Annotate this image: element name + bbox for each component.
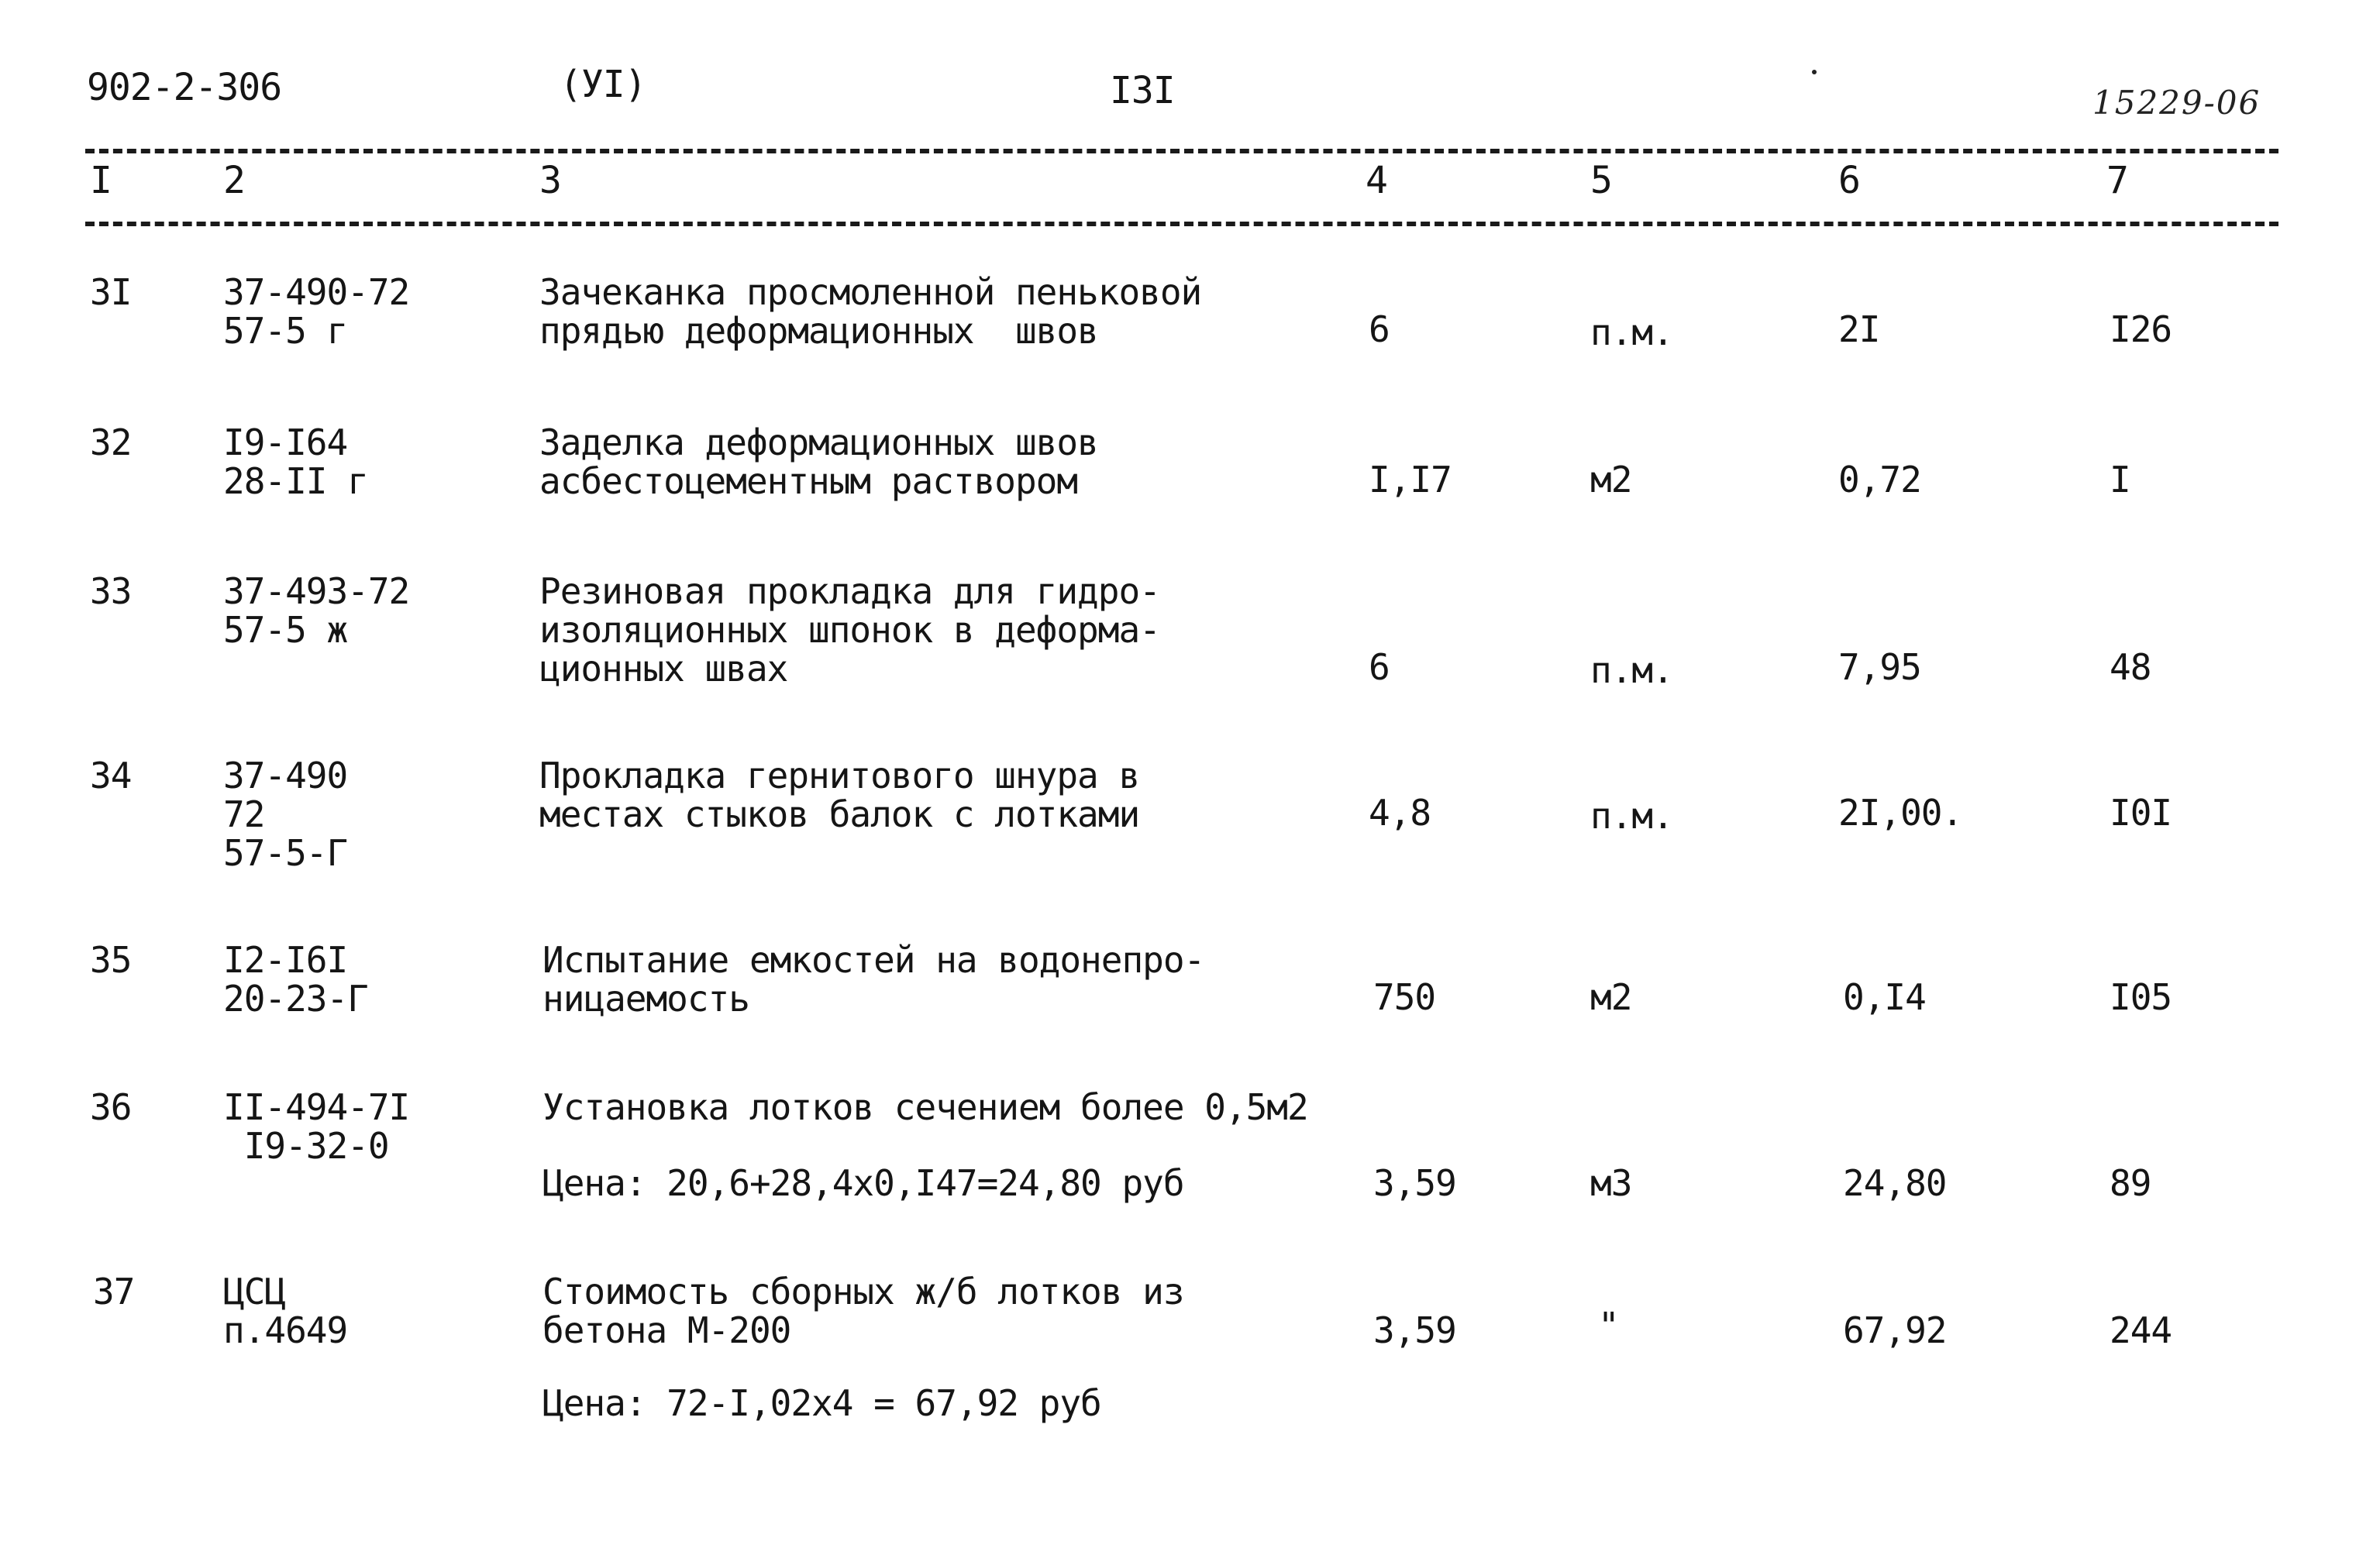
- header-rule-top: [85, 149, 2278, 153]
- code-line: I2-I6I: [223, 939, 348, 981]
- column-header-4: 4: [1366, 159, 1387, 202]
- row-description: [539, 756, 1139, 834]
- code-line: 57-5 ж: [223, 609, 348, 651]
- row-price: 2I,00.: [1838, 792, 1963, 834]
- row-code: [223, 572, 409, 649]
- row-number: 3I: [90, 271, 132, 313]
- row-unit: м3: [1590, 1162, 1632, 1204]
- row-total: I: [2110, 459, 2130, 501]
- column-header-3: 3: [539, 159, 561, 202]
- stray-dot: [1812, 70, 1817, 74]
- row-code: [223, 273, 409, 350]
- row-description: [542, 1272, 1184, 1350]
- row-number: 32: [90, 421, 132, 463]
- row-number: 37: [93, 1271, 135, 1312]
- code-line: 57-5 г: [223, 310, 348, 352]
- description-line: изоляционных шпонок в деформа-: [539, 609, 1160, 651]
- column-header-6: 6: [1838, 159, 1860, 202]
- code-line: 72: [223, 793, 265, 835]
- row-price: 2I: [1838, 308, 1880, 350]
- description-line: Испытание емкостей на водонепро-: [542, 939, 1205, 981]
- row-unit: п.м.: [1590, 649, 1673, 691]
- row-price: 67,92: [1843, 1309, 1947, 1351]
- code-line: п.4649: [223, 1309, 348, 1351]
- row-description: [542, 941, 1204, 1018]
- row-quantity: 3,59: [1373, 1309, 1456, 1351]
- row-description: [539, 572, 1160, 688]
- description-line: Резиновая прокладка для гидро-: [539, 570, 1160, 612]
- description-line: асбестоцементным раствором: [539, 460, 1078, 502]
- description-line: местах стыков балок с лотками: [539, 793, 1140, 835]
- row-number: 35: [90, 939, 132, 981]
- code-line: 37-490: [223, 755, 348, 796]
- code-line: 20-23-Г: [223, 978, 368, 1020]
- description-line: Стоимость сборных ж/б лотков из: [542, 1271, 1184, 1312]
- description-line: бетона М-200: [542, 1309, 791, 1351]
- row-number: 34: [90, 755, 132, 796]
- code-line: 37-490-72: [223, 271, 410, 313]
- document-code: 902-2-306: [87, 66, 282, 109]
- column-header-7: 7: [2106, 159, 2128, 202]
- row-quantity: I,I7: [1369, 459, 1452, 501]
- description-line: Установка лотков сечением более 0,5м2: [542, 1086, 1308, 1128]
- row-quantity: 6: [1369, 308, 1390, 350]
- row-unit: м2: [1590, 976, 1632, 1018]
- row-description: [542, 1088, 1308, 1127]
- row-code: [223, 1088, 409, 1165]
- code-line: 37-493-72: [223, 570, 410, 612]
- row-quantity: 3,59: [1373, 1162, 1456, 1204]
- row-price: 0,I4: [1843, 976, 1926, 1018]
- row-unit: п.м.: [1590, 311, 1673, 353]
- code-line: 57-5-Г: [223, 832, 348, 874]
- description-line: Зачеканка просмоленной пеньковой: [539, 271, 1202, 313]
- description-line: Заделка деформационных швов: [539, 421, 1098, 463]
- row-description: [539, 273, 1201, 350]
- row-unit: п.м.: [1590, 795, 1673, 837]
- row-code: [223, 423, 368, 501]
- description-line: ционных швах: [539, 648, 788, 690]
- code-line: I9-32-0: [223, 1125, 389, 1167]
- column-header-5: 5: [1590, 159, 1612, 202]
- code-line: ЦСЦ: [223, 1271, 286, 1312]
- row-quantity: 750: [1373, 976, 1436, 1018]
- row-total: 89: [2110, 1162, 2151, 1204]
- description-line: Прокладка гернитового шнура в: [539, 755, 1140, 796]
- row-unit: ": [1598, 1305, 1619, 1347]
- row-number: 33: [90, 570, 132, 612]
- row-total: I0I: [2110, 792, 2172, 834]
- header-rule-bottom: [85, 222, 2278, 226]
- row-total: 244: [2110, 1309, 2172, 1351]
- row-code: [223, 941, 368, 1018]
- row-code: [223, 1272, 347, 1350]
- row-price: 0,72: [1838, 459, 1921, 501]
- inventory-number: 15229-06: [2092, 84, 2261, 122]
- section-label: (УI): [560, 63, 646, 106]
- row-quantity: 6: [1369, 646, 1390, 688]
- code-line: 28-II г: [223, 460, 368, 502]
- column-header-1: I: [90, 159, 112, 202]
- row-price: 7,95: [1838, 646, 1921, 688]
- row-quantity: 4,8: [1369, 792, 1431, 834]
- code-line: I9-I64: [223, 421, 348, 463]
- page-number: I3I: [1110, 69, 1175, 112]
- row-total: 48: [2110, 646, 2151, 688]
- description-line: ницаемость: [542, 978, 749, 1020]
- code-line: II-494-7I: [223, 1086, 410, 1128]
- price-note: Цена: 72-I,02х4 = 67,92 руб: [542, 1382, 1101, 1424]
- row-price: 24,80: [1843, 1162, 1947, 1204]
- row-number: 36: [90, 1086, 132, 1128]
- row-total: I26: [2110, 308, 2172, 350]
- row-code: [223, 756, 347, 872]
- row-description: [539, 423, 1098, 501]
- description-line: прядью деформационных швов: [539, 310, 1098, 352]
- row-unit: м2: [1590, 459, 1632, 501]
- column-header-2: 2: [223, 159, 245, 202]
- row-total: I05: [2110, 976, 2172, 1018]
- price-note: Цена: 20,6+28,4х0,I47=24,80 руб: [542, 1162, 1184, 1204]
